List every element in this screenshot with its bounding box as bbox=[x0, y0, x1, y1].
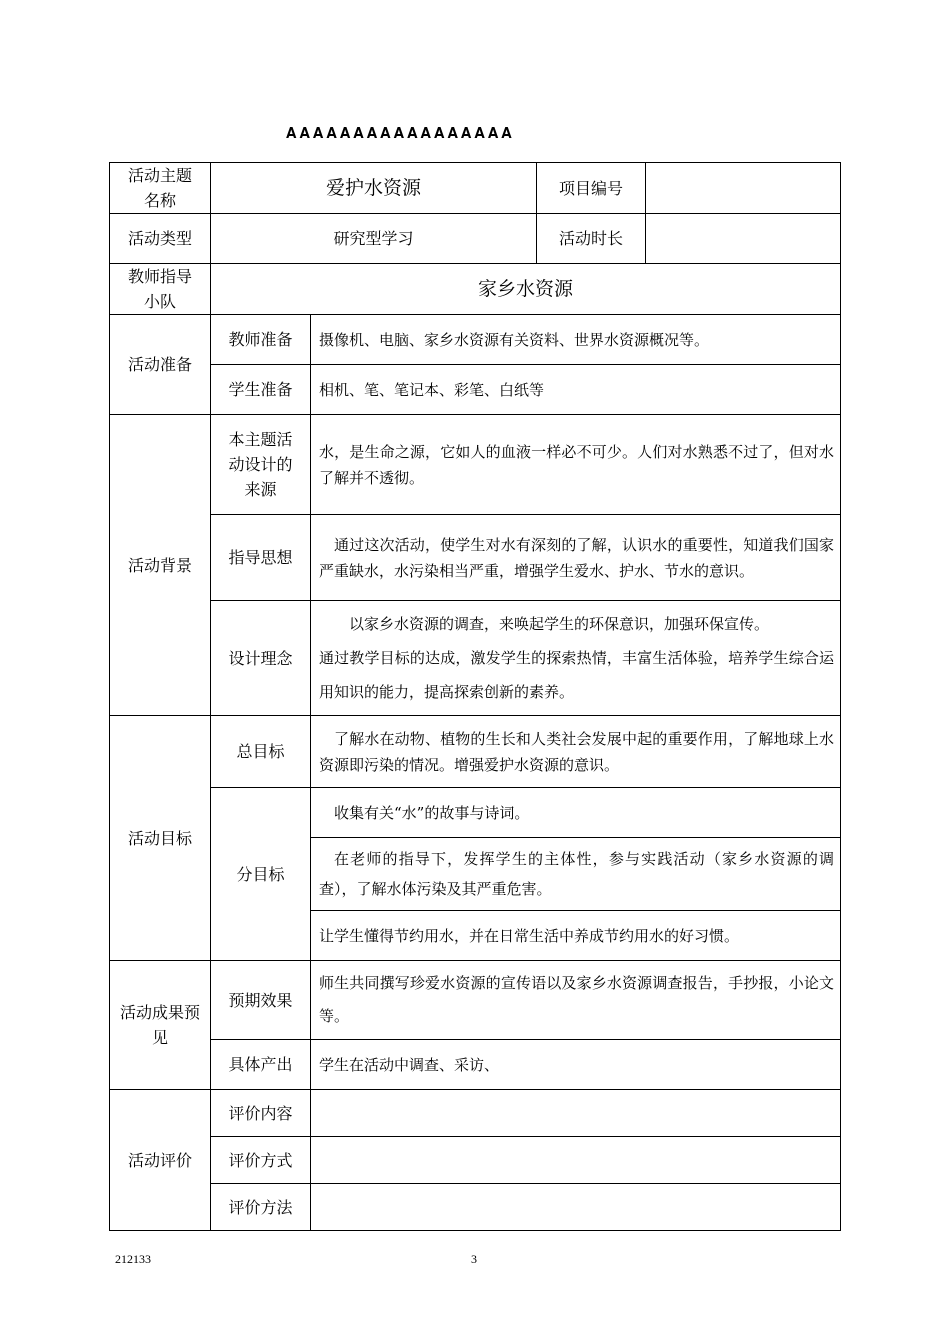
expected-value: 师生共同撰写珍爱水资源的宣传语以及家乡水资源调查报告，手抄报，小论文等。 bbox=[311, 961, 841, 1040]
footer-page-number: 3 bbox=[471, 1252, 477, 1266]
project-no-value bbox=[646, 163, 841, 214]
team-label: 教师指导小队 bbox=[110, 264, 211, 315]
output-label: 具体产出 bbox=[211, 1040, 311, 1090]
duration-label: 活动时长 bbox=[537, 214, 646, 264]
concept-cell bbox=[311, 601, 841, 716]
output-value: 学生在活动中调查、采访、 bbox=[311, 1040, 841, 1090]
overall-goal-label: 总目标 bbox=[211, 716, 311, 788]
overall-goal-value: 了解水在动物、植物的生长和人类社会发展中起的重要作用，了解地球上水资源即污染的情况。增强爱护水资源的意识。 bbox=[311, 716, 841, 788]
source-label: 本主题活动设计的来源 bbox=[211, 415, 311, 515]
concept-line-2: 通过教学目标的达成，激发学生的探索热情，丰富生活体验，培养学生综合运用知识的能力，提高探索创新的素养。 bbox=[319, 649, 835, 701]
activity-plan-table bbox=[109, 162, 841, 1231]
page-header-garbled: 𝐀𝐀𝐀𝐀𝐀𝐀𝐀𝐀𝐀𝐀𝐀𝐀𝐀𝐀𝐀𝐀𝐀 bbox=[286, 124, 515, 142]
prep-label: 活动准备 bbox=[110, 315, 211, 415]
source-value: 水，是生命之源，它如人的血液一样必不可少。人们对水熟悉不过了，但对水了解并不透彻。 bbox=[311, 415, 841, 515]
duration-value bbox=[646, 214, 841, 264]
team-value: 家乡水资源 bbox=[211, 264, 841, 315]
teacher-prep-label: 教师准备 bbox=[211, 315, 311, 365]
expected-label: 预期效果 bbox=[211, 961, 311, 1040]
guide-label: 指导思想 bbox=[211, 515, 311, 601]
sub-goal-1: 收集有关“水”的故事与诗词。 bbox=[311, 788, 841, 838]
student-prep-value: 相机、笔、笔记本、彩笔、白纸等 bbox=[311, 365, 841, 415]
eval-way-label: 评价方式 bbox=[211, 1137, 311, 1184]
eval-content-value bbox=[311, 1090, 841, 1137]
concept-line-1: 以家乡水资源的调查，来唤起学生的环保意识，加强环保宣传。 bbox=[349, 615, 770, 633]
teacher-prep-value: 摄像机、电脑、家乡水资源有关资料、世界水资源概况等。 bbox=[311, 315, 841, 365]
sub-goal-2: 在老师的指导下，发挥学生的主体性，参与实践活动（家乡水资源的调查），了解水体污染及其严重危害。 bbox=[311, 838, 841, 911]
eval-way-value bbox=[311, 1137, 841, 1184]
sub-goal-label: 分目标 bbox=[211, 788, 311, 961]
theme-label: 活动主题名称 bbox=[110, 163, 211, 214]
background-label: 活动背景 bbox=[110, 415, 211, 716]
type-label: 活动类型 bbox=[110, 214, 211, 264]
goal-label: 活动目标 bbox=[110, 716, 211, 961]
eval-content-label: 评价内容 bbox=[211, 1090, 311, 1137]
theme-value: 爱护水资源 bbox=[211, 163, 537, 214]
concept-label: 设计理念 bbox=[211, 601, 311, 716]
eval-label: 活动评价 bbox=[110, 1090, 211, 1231]
footer-doc-id: 212133 bbox=[115, 1252, 151, 1266]
guide-value: 通过这次活动，使学生对水有深刻的了解，认识水的重要性，知道我们国家严重缺水，水污染相当严重，增强学生爱水、护水、节水的意识。 bbox=[311, 515, 841, 601]
result-label: 活动成果预见 bbox=[110, 961, 211, 1090]
project-no-label: 项目编号 bbox=[537, 163, 646, 214]
eval-method-value bbox=[311, 1184, 841, 1231]
sub-goal-3: 让学生懂得节约用水，并在日常生活中养成节约用水的好习惯。 bbox=[311, 911, 841, 961]
student-prep-label: 学生准备 bbox=[211, 365, 311, 415]
type-value: 研究型学习 bbox=[211, 214, 537, 264]
eval-method-label: 评价方法 bbox=[211, 1184, 311, 1231]
